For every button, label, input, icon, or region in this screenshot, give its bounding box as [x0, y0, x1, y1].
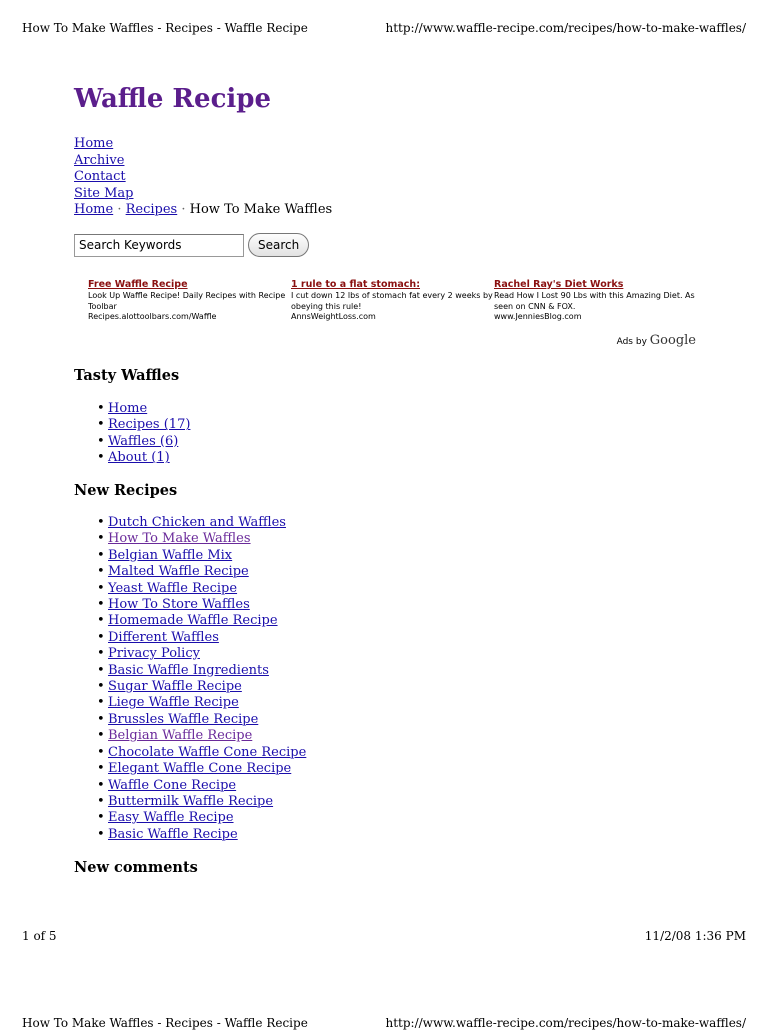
ad-item	[291, 279, 494, 323]
recipe-link[interactable]: Buttermilk Waffle Recipe	[108, 793, 274, 809]
recipe-link[interactable]: How To Store Waffles	[108, 597, 250, 613]
new-comments-heading: New comments	[74, 859, 198, 876]
recipe-link[interactable]: Different Waffles	[108, 629, 219, 645]
tasty-waffles-heading: Tasty Waffles	[74, 367, 180, 384]
list-item	[108, 531, 306, 547]
print-header-url: http://www.waffle-recipe.com/recipes/how-to-make-waffles/	[385, 21, 746, 35]
recipe-link[interactable]: Dutch Chicken and Waffles	[108, 515, 286, 530]
main-nav	[74, 136, 134, 202]
print-header-url: http://www.waffle-recipe.com/recipes/how-to-make-waffles/	[385, 1016, 746, 1030]
list-item	[108, 630, 306, 646]
recipe-link[interactable]: Waffle Cone Recipe	[108, 777, 237, 793]
breadcrumb-current: How To Make Waffles	[189, 202, 333, 217]
category-link[interactable]: Home	[108, 401, 148, 416]
new-recipes-list	[74, 515, 306, 843]
breadcrumb-separator: ·	[117, 202, 122, 217]
nav-home-link[interactable]: Home	[74, 136, 114, 151]
list-item	[108, 515, 306, 531]
recipe-link[interactable]: Easy Waffle Recipe	[108, 810, 234, 826]
recipe-link[interactable]: Malted Waffle Recipe	[108, 564, 249, 580]
recipe-link[interactable]: Sugar Waffle Recipe	[108, 679, 242, 695]
recipe-link[interactable]: How To Make Waffles	[108, 531, 251, 547]
print-header-title: How To Make Waffles - Recipes - Waffle Recipe	[22, 1016, 308, 1030]
list-item	[108, 712, 306, 728]
ads-by-label: Ads by	[616, 337, 647, 347]
list-item	[108, 794, 306, 810]
breadcrumb	[74, 202, 332, 218]
ad-text: Read How I Lost 90 Lbs with this Amazing Diet. As seen on CNN & FOX.	[494, 291, 695, 311]
recipe-link[interactable]: Basic Waffle Ingredients	[108, 662, 269, 678]
list-item	[108, 597, 306, 613]
next-page-header	[22, 1016, 746, 1030]
ad-text: Look Up Waffle Recipe! Daily Recipes with Recipe Toolbar	[88, 291, 286, 311]
ad-title-link[interactable]: 1 rule to a flat stomach:	[291, 279, 420, 290]
list-item	[108, 695, 306, 711]
category-link[interactable]: Waffles (6)	[108, 433, 179, 449]
nav-contact-link[interactable]: Contact	[74, 169, 126, 184]
list-item	[108, 646, 306, 662]
nav-sitemap-link[interactable]: Site Map	[74, 185, 134, 201]
ad-title-link[interactable]: Free Waffle Recipe	[88, 279, 188, 290]
ad-item	[88, 279, 291, 323]
recipe-link[interactable]: Privacy Policy	[108, 646, 200, 662]
category-link[interactable]: About (1)	[108, 450, 170, 466]
recipe-link[interactable]: Belgian Waffle Recipe	[108, 728, 253, 744]
nav-archive-link[interactable]: Archive	[74, 152, 125, 168]
list-item	[108, 450, 190, 466]
list-item	[108, 417, 190, 433]
ad-url[interactable]: www.JenniesBlog.com	[494, 312, 582, 321]
ad-title-link[interactable]: Rachel Ray's Diet Works	[494, 279, 624, 290]
tasty-waffles-list	[74, 401, 190, 467]
list-item	[108, 761, 306, 777]
recipe-link[interactable]: Belgian Waffle Mix	[108, 547, 233, 563]
ad-block	[88, 279, 698, 323]
recipe-link[interactable]: Basic Waffle Recipe	[108, 826, 238, 842]
print-timestamp: 11/2/08 1:36 PM	[644, 929, 746, 943]
new-recipes-heading: New Recipes	[74, 482, 178, 499]
print-header-title: How To Make Waffles - Recipes - Waffle Recipe	[22, 21, 308, 35]
list-item	[108, 778, 306, 794]
list-item	[108, 728, 306, 744]
print-header	[22, 21, 746, 35]
category-link[interactable]: Recipes (17)	[108, 417, 191, 433]
list-item	[108, 827, 306, 843]
search-input[interactable]	[74, 234, 244, 257]
recipe-link[interactable]: Liege Waffle Recipe	[108, 695, 239, 711]
list-item	[108, 810, 306, 826]
breadcrumb-home-link[interactable]: Home	[74, 202, 114, 217]
recipe-link[interactable]: Yeast Waffle Recipe	[108, 580, 238, 596]
ad-text: I cut down 12 lbs of stomach fat every 2 weeks by obeying this rule!	[291, 291, 493, 311]
search-button[interactable]: Search	[248, 233, 309, 257]
print-footer	[22, 929, 746, 943]
list-item	[108, 745, 306, 761]
ad-item	[494, 279, 697, 323]
ads-by-google[interactable]	[617, 333, 696, 348]
site-title[interactable]: Waffle Recipe	[74, 84, 271, 114]
search-form	[74, 233, 309, 257]
recipe-link[interactable]: Elegant Waffle Cone Recipe	[108, 761, 292, 777]
page-count: 1 of 5	[22, 929, 57, 943]
list-item	[108, 613, 306, 629]
list-item	[108, 679, 306, 695]
list-item	[108, 434, 190, 450]
breadcrumb-recipes-link[interactable]: Recipes	[125, 202, 178, 217]
list-item	[108, 564, 306, 580]
google-logo-text: Google	[649, 333, 696, 348]
breadcrumb-separator: ·	[181, 202, 186, 217]
list-item	[108, 401, 190, 417]
recipe-link[interactable]: Chocolate Waffle Cone Recipe	[108, 744, 307, 760]
recipe-link[interactable]: Homemade Waffle Recipe	[108, 613, 278, 629]
ad-url[interactable]: Recipes.alottoolbars.com/Waffle	[88, 312, 217, 321]
list-item	[108, 548, 306, 564]
list-item	[108, 663, 306, 679]
list-item	[108, 581, 306, 597]
ad-url[interactable]: AnnsWeightLoss.com	[291, 312, 376, 321]
recipe-link[interactable]: Brussles Waffle Recipe	[108, 711, 259, 727]
